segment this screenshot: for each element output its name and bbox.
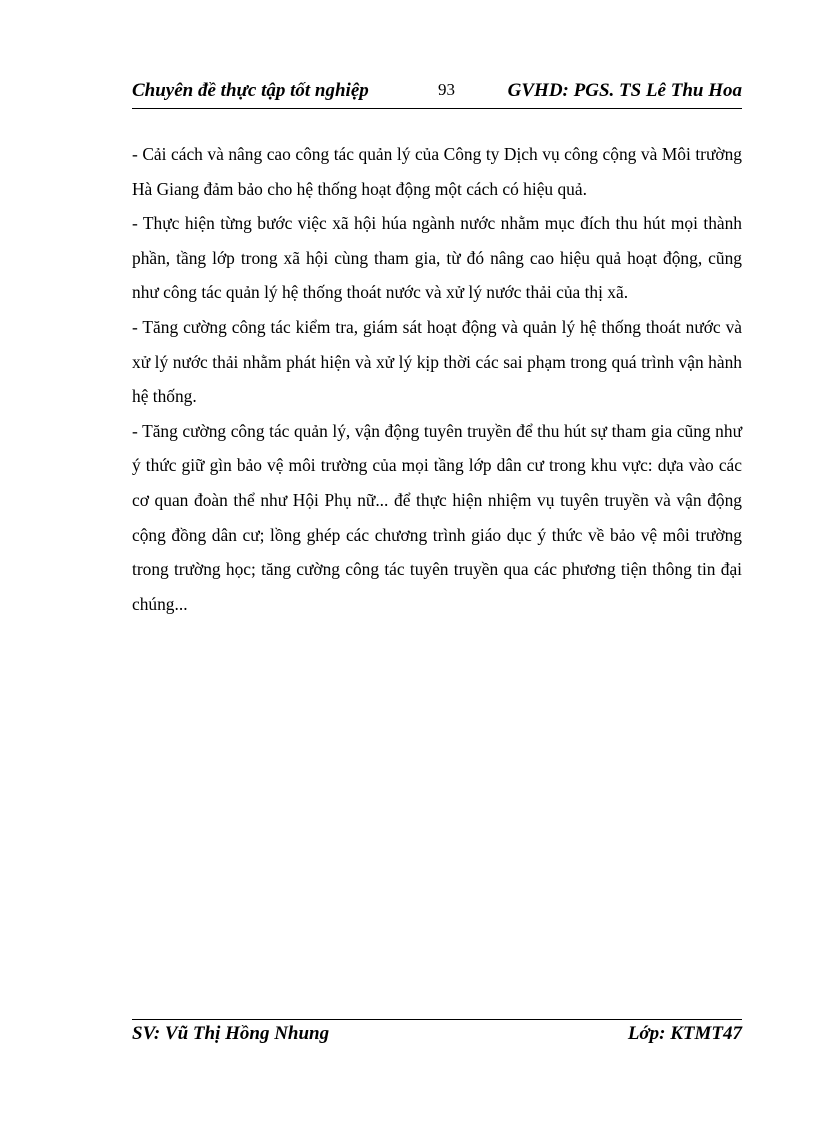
paragraph: - Tăng cường công tác kiểm tra, giám sát hoạt động và quản lý hệ thống thoát nước và xử lý nước thải nhằm phát hiện và xử lý kịp thời các sai phạm trong quá trình vận hành hệ thống. (132, 316, 742, 407)
footer-student: SV: Vũ Thị Hồng Nhung (132, 1023, 330, 1044)
page-header (132, 78, 742, 109)
paragraph: - Cải cách và nâng cao công tác quản lý của Công ty Dịch vụ công cộng và Môi trường Hà Giang đảm bảo cho hệ thống hoạt động một cách có hiệu quả. (132, 144, 742, 199)
paragraph: - Tăng cường công tác quản lý, vận động tuyên truyền để thu hút sự tham gia cũng như ý thức giữ gìn bảo vệ môi trường của mọi tầng lớp dân cư trong khu vực: dựa vào các cơ quan đoàn thể như Hội Phụ nữ... để thực hiện nhiệm vụ tuyên truyền và vận động cộng đồng dân cư; lồng ghép các chương trình giáo dục ý thức về bảo vệ môi trường trong trường học; tăng cường công tác tuyên truyền qua các phương tiện thông tin đại chúng... (132, 420, 742, 614)
header-title: Chuyên đề thực tập tốt nghiệp (132, 80, 369, 101)
footer-class: Lớp: KTMT47 (627, 1023, 742, 1044)
page-footer (132, 1019, 742, 1050)
page-number: 93 (438, 80, 455, 99)
paragraph: - Thực hiện từng bước việc xã hội húa ngành nước nhằm mục đích thu hút mọi thành phần, tầng lớp trong xã hội cùng tham gia, từ đó nâng cao hiệu quả hoạt động, cũng như công tác quản lý hệ thống thoát nước và xử lý nước thải của thị xã. (132, 213, 742, 303)
document-body (132, 137, 742, 621)
header-supervisor: GVHD: PGS. TS Lê Thu Hoa (507, 80, 742, 101)
